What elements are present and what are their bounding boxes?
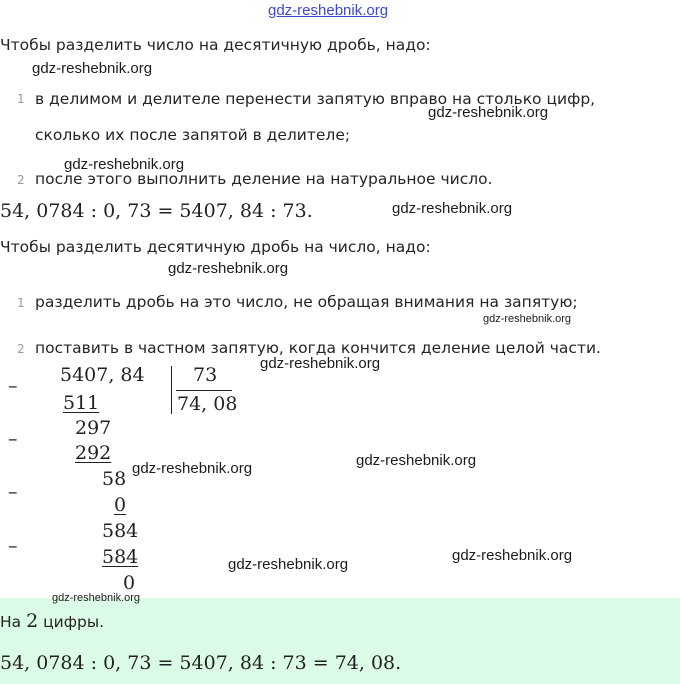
minus-sign: – [8, 481, 18, 503]
watermark: gdz-reshebnik.org [32, 60, 153, 77]
watermark: gdz-reshebnik.org [483, 313, 572, 325]
watermark: gdz-reshebnik.org [452, 547, 573, 564]
minus-sign: – [8, 428, 18, 450]
division-step: 511 [63, 392, 100, 414]
minus-sign: – [8, 375, 18, 397]
divisor: 73 [193, 364, 218, 386]
division-step: 0 [123, 572, 136, 594]
answer-equation: 54, 0784 : 0, 73 = 5407, 84 : 73 = 74, 08. [0, 652, 402, 674]
watermark: gdz-reshebnik.org [260, 355, 381, 372]
step-text: разделить дробь на это число, не обращая внимания на запятую; [35, 293, 578, 311]
watermark: gdz-reshebnik.org [428, 104, 549, 121]
dividend: 5407, 84 [60, 364, 145, 386]
division-step: 58 [102, 468, 127, 490]
step-text: поставить в частном запятую, когда кончится деление целой части. [35, 339, 601, 357]
answer-text [0, 610, 104, 632]
quotient: 74, 08 [177, 393, 238, 415]
division-step: 292 [75, 442, 112, 464]
step-text: после этого выполнить деление на натуральное число. [35, 170, 493, 188]
step-text: сколько их после запятой в делителе; [35, 126, 351, 144]
quotient-line [176, 390, 232, 391]
division-bar [171, 366, 172, 414]
watermark: gdz-reshebnik.org [52, 592, 141, 604]
watermark: gdz-reshebnik.org [392, 200, 513, 217]
step-text: в делимом и делителе перенести запятую вправо на столько цифр, [35, 90, 596, 108]
equation: 54, 0784 : 0, 73 = 5407, 84 : 73. [0, 200, 313, 222]
section1-intro: Чтобы разделить число на десятичную дробь, надо: [0, 36, 431, 54]
division-step: 584 [102, 546, 139, 568]
watermark-top-link[interactable]: gdz-reshebnik.org [268, 2, 389, 19]
step-number: 2 [17, 173, 25, 187]
watermark: gdz-reshebnik.org [132, 460, 253, 477]
step-number: 2 [17, 342, 25, 356]
division-step: 297 [75, 417, 112, 439]
watermark: gdz-reshebnik.org [168, 260, 289, 277]
answer-count: 2 [26, 610, 39, 632]
step-number: 1 [17, 296, 25, 310]
watermark: gdz-reshebnik.org [356, 452, 477, 469]
division-step: 0 [114, 494, 127, 516]
answer-prefix: На [0, 613, 22, 631]
section2-intro: Чтобы разделить десятичную дробь на число, надо: [0, 238, 431, 256]
answer-suffix: цифры. [43, 613, 105, 631]
division-step: 584 [102, 520, 139, 542]
minus-sign: – [8, 535, 18, 557]
watermark: gdz-reshebnik.org [228, 556, 349, 573]
watermark: gdz-reshebnik.org [64, 156, 185, 173]
step-number: 1 [17, 92, 25, 106]
